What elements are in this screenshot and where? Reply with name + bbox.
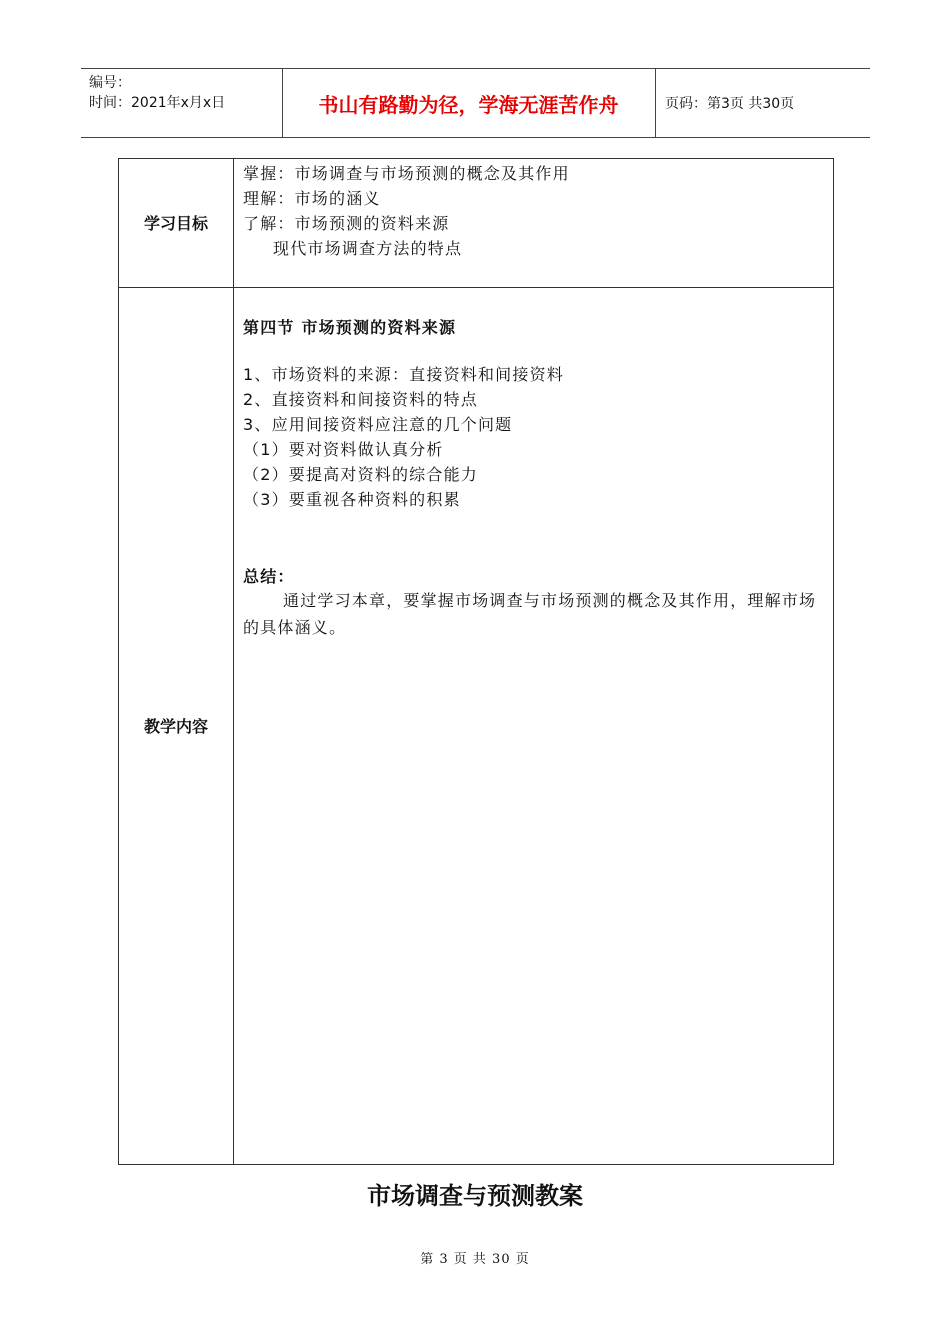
- list-item: （1）要对资料做认真分析: [243, 440, 444, 459]
- list-item: 1、市场资料的来源：直接资料和间接资料: [243, 365, 564, 384]
- time-label: 时间：2021年x月x日: [89, 95, 226, 111]
- summary-heading: 总结：: [243, 567, 295, 586]
- list-item: （3）要重视各种资料的积累: [243, 490, 461, 509]
- objective-line: 理解：市场的涵义: [243, 189, 381, 208]
- document-title: 市场调查与预测教案: [367, 1181, 583, 1210]
- list-item: 2、直接资料和间接资料的特点: [243, 390, 478, 409]
- content-label: 教学内容: [143, 717, 208, 736]
- summary-text: 通过学习本章，要掌握市场调查与市场预测的概念及其作用，理解市场的具体涵义。: [243, 591, 817, 637]
- objective-line: 了解：市场预测的资料来源: [243, 214, 450, 233]
- page-footer: 第 3 页 共 30 页: [420, 1252, 530, 1267]
- objectives-label: 学习目标: [143, 214, 208, 233]
- table-row-divider: [119, 287, 833, 288]
- table-column-divider: [233, 159, 234, 1164]
- header-page-info: 页码：第3页 共30页: [665, 96, 795, 112]
- header-motto: 书山有路勤为径，学海无涯苦作舟: [318, 92, 619, 117]
- objective-line: 现代市场调查方法的特点: [273, 239, 463, 258]
- content-list: [243, 362, 564, 512]
- list-item: 3、应用间接资料应注意的几个问题: [243, 415, 513, 434]
- list-item: （2）要提高对资料的综合能力: [243, 465, 478, 484]
- number-label: 编号：: [89, 75, 131, 91]
- header-divider: [655, 69, 656, 137]
- lesson-table: [118, 158, 834, 1165]
- header-meta: [89, 73, 225, 113]
- page-header: [81, 68, 870, 138]
- objective-line: 掌握：市场调查与市场预测的概念及其作用: [243, 164, 570, 183]
- section-title: 第四节 市场预测的资料来源: [243, 318, 457, 337]
- objectives-content: [243, 161, 570, 261]
